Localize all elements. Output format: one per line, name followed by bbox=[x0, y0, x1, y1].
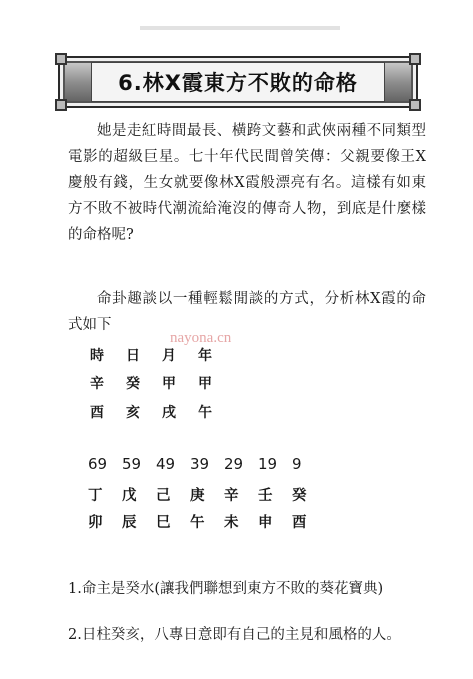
luck-stem-row bbox=[88, 484, 326, 505]
pillar-branch-row bbox=[90, 402, 234, 422]
pillar-branch: 酉 bbox=[90, 405, 104, 421]
pillar-header: 年 bbox=[198, 348, 212, 364]
pillar-header: 日 bbox=[126, 348, 140, 364]
note-item: 2.日柱癸亥，八專日意即有自己的主見和風格的人。 bbox=[68, 627, 401, 643]
luck-stem: 壬 bbox=[258, 487, 273, 504]
luck-branch-row bbox=[88, 511, 326, 532]
pillar-stem-row bbox=[90, 373, 234, 393]
pillar-header: 月 bbox=[162, 348, 176, 364]
note-item: 1.命主是癸水(讓我們聯想到東方不敗的葵花寶典) bbox=[68, 581, 384, 597]
luck-stem: 戊 bbox=[122, 487, 137, 504]
intro-paragraph: 她是走紅時間最長、橫跨文藝和武俠兩種不同類型電影的超級巨星。七十年代民間曾笑傳：父親要像王X慶般有錢，生女就要像林X霞般漂亮有名。這樣有如東方不敗不被時代潮流給淹沒的傳奇人物，到底是什麼樣的命格呢? bbox=[68, 123, 426, 243]
luck-age: 39 bbox=[190, 455, 210, 473]
luck-age: 29 bbox=[224, 455, 244, 473]
luck-branch: 午 bbox=[190, 514, 205, 531]
pillar-branch: 戌 bbox=[162, 405, 176, 421]
luck-stem: 丁 bbox=[88, 487, 103, 504]
analysis-intro-paragraph: 命卦趣談以一種輕鬆閒談的方式，分析林X霞的命式如下 bbox=[68, 291, 426, 333]
luck-stem: 辛 bbox=[224, 487, 239, 504]
luck-age: 9 bbox=[292, 455, 302, 473]
pillar-stem: 癸 bbox=[126, 376, 140, 392]
banner-corner bbox=[409, 53, 421, 65]
luck-age: 19 bbox=[258, 455, 278, 473]
luck-stem: 癸 bbox=[292, 487, 307, 504]
luck-age-row bbox=[88, 455, 326, 473]
luck-stem: 庚 bbox=[190, 487, 205, 504]
watermark-text: nayona.cn bbox=[170, 330, 232, 346]
luck-stem: 己 bbox=[156, 487, 171, 504]
title-banner bbox=[58, 56, 418, 108]
banner-corner bbox=[409, 99, 421, 111]
page-title: 6.林X霞東方不敗的命格 bbox=[91, 62, 385, 102]
banner-corner bbox=[55, 53, 67, 65]
pillar-header: 時 bbox=[90, 348, 104, 364]
luck-age: 69 bbox=[88, 455, 108, 473]
banner-corner bbox=[55, 99, 67, 111]
luck-age: 49 bbox=[156, 455, 176, 473]
pillar-stem: 甲 bbox=[198, 376, 212, 392]
pillar-stem: 辛 bbox=[90, 376, 104, 392]
pillar-stem: 甲 bbox=[162, 376, 176, 392]
pillar-branch: 亥 bbox=[126, 405, 140, 421]
luck-branch: 巳 bbox=[156, 514, 171, 531]
luck-branch: 未 bbox=[224, 514, 239, 531]
luck-branch: 酉 bbox=[292, 514, 307, 531]
top-scan-mark bbox=[140, 26, 340, 30]
pillar-branch: 午 bbox=[198, 405, 212, 421]
luck-age: 59 bbox=[122, 455, 142, 473]
pillar-header-row bbox=[90, 345, 234, 365]
luck-branch: 辰 bbox=[122, 514, 137, 531]
luck-branch: 申 bbox=[258, 514, 273, 531]
luck-branch: 卯 bbox=[88, 514, 103, 531]
